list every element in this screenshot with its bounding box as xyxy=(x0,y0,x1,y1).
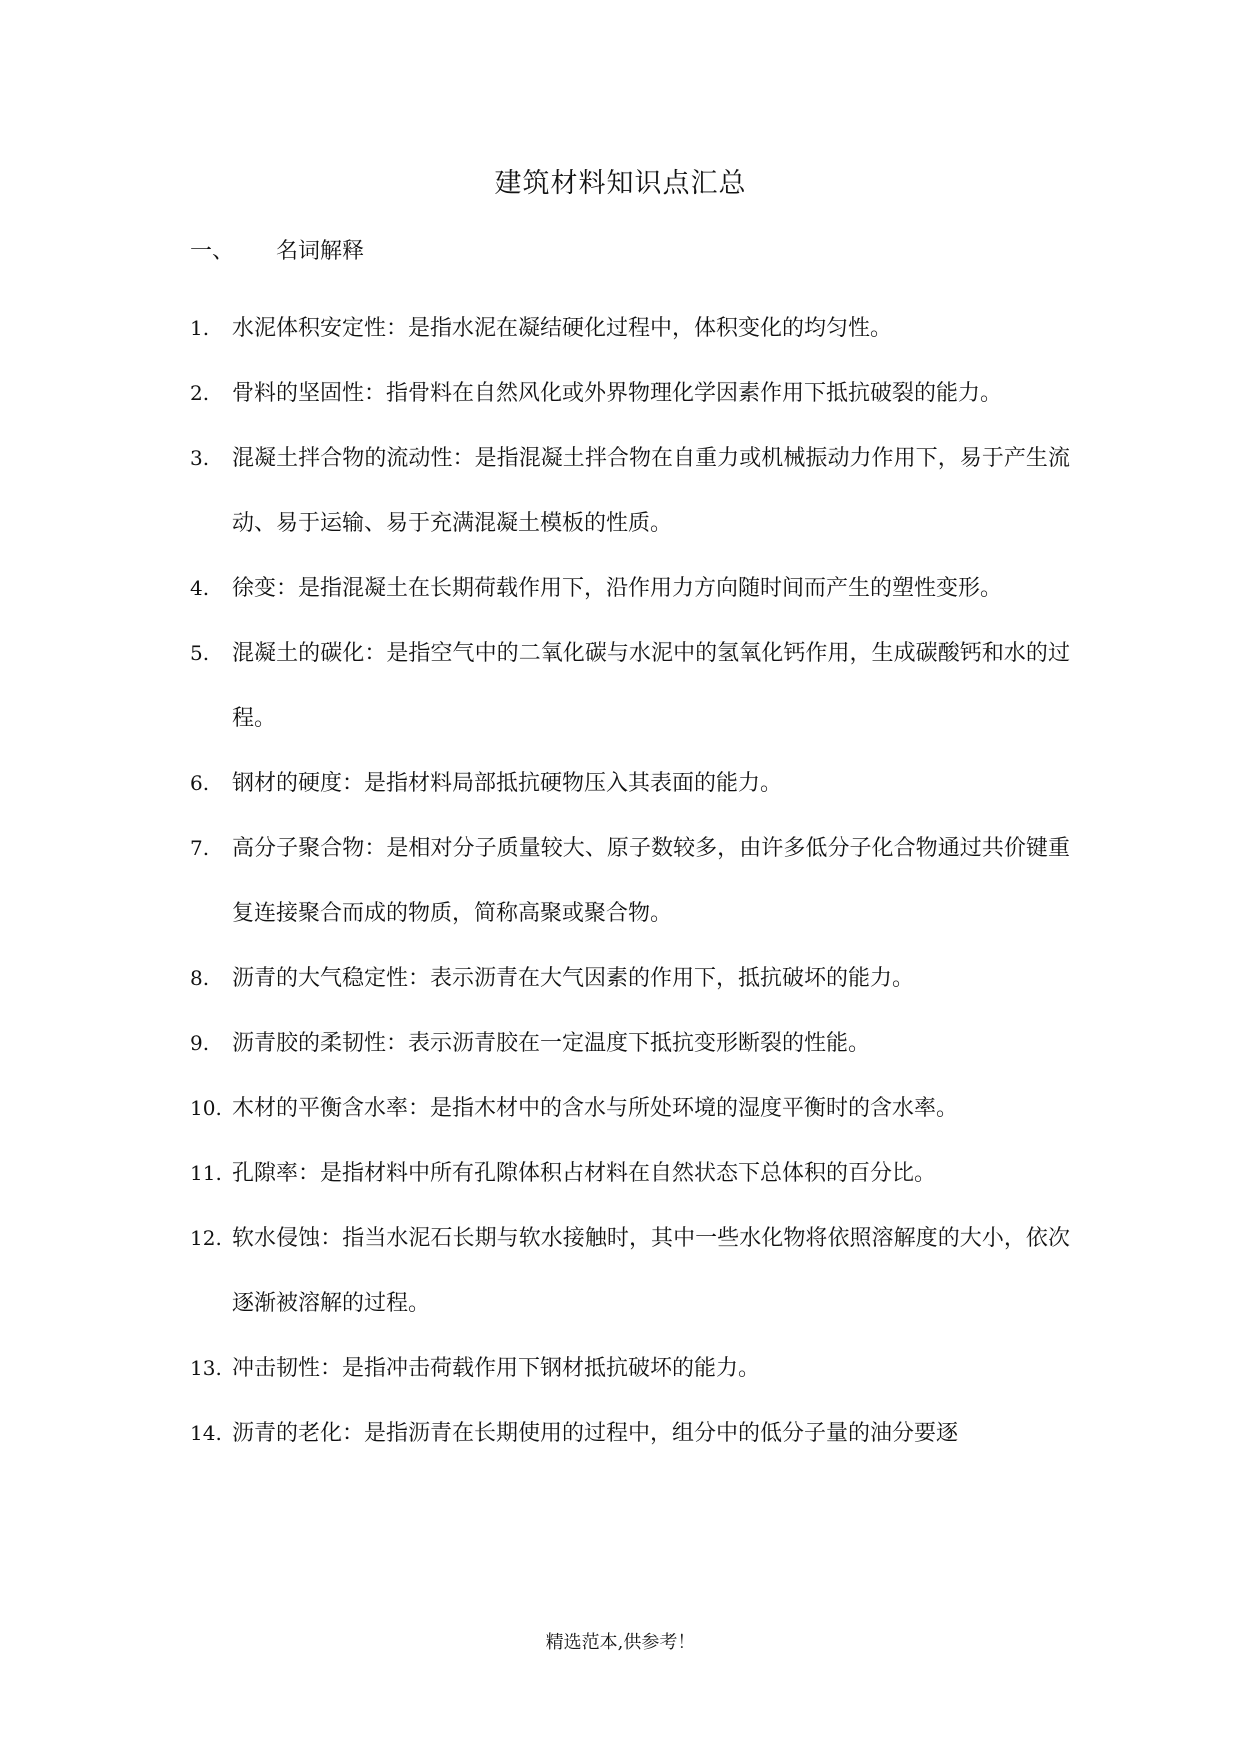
item-text: 骨料的坚固性：指骨料在自然风化或外界物理化学因素作用下抵抗破裂的能力。 xyxy=(232,381,1003,406)
item-number: 3. xyxy=(190,446,210,470)
item-text: 沥青胶的柔韧性：表示沥青胶在一定温度下抵抗变形断裂的性能。 xyxy=(232,1031,871,1056)
item-text: 软水侵蚀：指当水泥石长期与软水接触时，其中一些水化物将依照溶解度的大小，依次逐渐被溶解的过程。 xyxy=(232,1226,1070,1316)
item-text: 木材的平衡含水率：是指木材中的含水与所处环境的湿度平衡时的含水率。 xyxy=(232,1096,959,1121)
item-text: 高分子聚合物：是相对分子质量较大、原子数较多，由许多低分子化合物通过共价键重复连接聚合而成的物质，简称高聚或聚合物。 xyxy=(232,836,1070,926)
item-number: 11. xyxy=(190,1161,222,1185)
list-item xyxy=(190,816,1070,946)
list-item xyxy=(190,556,1070,621)
section-number: 一、 xyxy=(190,239,235,264)
item-text: 混凝土的碳化：是指空气中的二氧化碳与水泥中的氢氧化钙作用，生成碳酸钙和水的过程。 xyxy=(232,641,1070,731)
item-text: 徐变：是指混凝土在长期荷载作用下，沿作用力方向随时间而产生的塑性变形。 xyxy=(232,576,1003,601)
section-heading xyxy=(190,232,364,272)
list-item xyxy=(190,1336,1070,1401)
list-item xyxy=(190,621,1070,751)
item-text: 冲击韧性：是指冲击荷载作用下钢材抵抗破坏的能力。 xyxy=(232,1356,761,1381)
item-number: 12. xyxy=(190,1226,222,1250)
list-item xyxy=(190,1011,1070,1076)
page-footer: 精选范本,供参考！ xyxy=(545,1632,696,1653)
item-text: 沥青的老化：是指沥青在长期使用的过程中，组分中的低分子量的油分要逐 xyxy=(232,1421,959,1446)
item-number: 14. xyxy=(190,1421,222,1445)
page-title: 建筑材料知识点汇总 xyxy=(494,168,747,199)
list-item xyxy=(190,296,1070,361)
list-item xyxy=(190,751,1070,816)
item-text: 孔隙率：是指材料中所有孔隙体积占材料在自然状态下总体积的百分比。 xyxy=(232,1161,937,1186)
list-item xyxy=(190,1206,1070,1336)
item-number: 2. xyxy=(190,381,210,405)
item-text: 沥青的大气稳定性：表示沥青在大气因素的作用下，抵抗破坏的能力。 xyxy=(232,966,915,991)
item-number: 4. xyxy=(190,576,210,600)
item-number: 9. xyxy=(190,1031,210,1055)
item-number: 7. xyxy=(190,836,210,860)
item-number: 8. xyxy=(190,966,210,990)
list-item xyxy=(190,946,1070,1011)
definition-list xyxy=(190,296,1070,1466)
list-item xyxy=(190,1076,1070,1141)
list-item xyxy=(190,426,1070,556)
item-number: 5. xyxy=(190,641,210,665)
section-title: 名词解释 xyxy=(276,239,365,264)
item-text: 混凝土拌合物的流动性：是指混凝土拌合物在自重力或机械振动力作用下，易于产生流动、易于运输、易于充满混凝土模板的性质。 xyxy=(232,446,1070,536)
item-number: 6. xyxy=(190,771,210,795)
list-item xyxy=(190,361,1070,426)
item-number: 10. xyxy=(190,1096,222,1120)
list-item xyxy=(190,1401,1070,1466)
item-number: 1. xyxy=(190,316,210,340)
item-text: 钢材的硬度：是指材料局部抵抗硬物压入其表面的能力。 xyxy=(232,771,783,796)
item-text: 水泥体积安定性：是指水泥在凝结硬化过程中，体积变化的均匀性。 xyxy=(232,316,893,341)
list-item xyxy=(190,1141,1070,1206)
item-number: 13. xyxy=(190,1356,222,1380)
